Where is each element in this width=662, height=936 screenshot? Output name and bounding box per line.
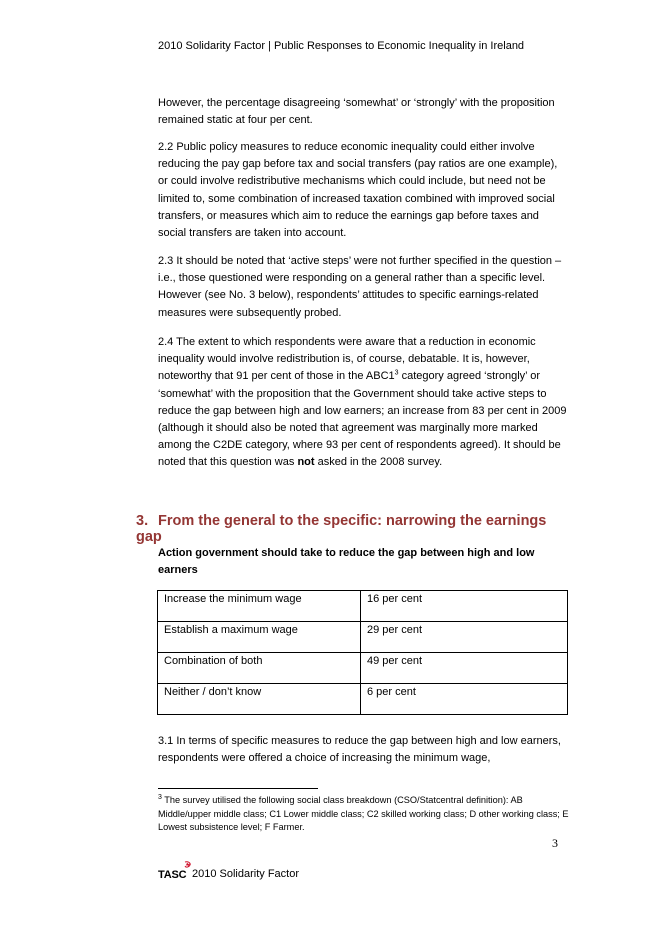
footnote-text: The survey utilised the following social class breakdown (CSO/Statcentral definition): AB Middle/upper middle class; C1 Lower middle class; C2 skilled working class; D other working class; E Lowest subsistence level; F Farmer. bbox=[158, 795, 569, 832]
tasc-logo bbox=[158, 862, 196, 882]
table-cell-action: Neither / don’t know bbox=[158, 684, 361, 715]
footnote-reference[interactable]: 3 bbox=[394, 369, 399, 377]
table-row bbox=[158, 591, 568, 622]
footer-text: 2010 Solidarity Factor bbox=[192, 868, 299, 880]
section-heading bbox=[136, 513, 576, 545]
footnote bbox=[158, 794, 570, 835]
emphasis-not: not bbox=[297, 456, 315, 469]
running-header: 2010 Solidarity Factor | Public Responses to Economic Inequality in Ireland bbox=[158, 40, 525, 52]
paragraph-2-3: 2.3 It should be noted that ‘active steps’ were not further specified in the question – i.e., those questioned were responding on a general rather than a specific level. However (see No. 3 below), respondents’ attitudes to specific earnings-related measures were subsequently probed. bbox=[158, 255, 562, 319]
logo-wordmark: TASC bbox=[158, 869, 187, 881]
footnote-marker: 3 bbox=[158, 793, 162, 801]
table-cell-action: Combination of both bbox=[158, 653, 361, 684]
paragraph-intro: However, the percentage disagreeing ‘somewhat’ or ‘strongly’ with the proposition remained static at four per cent. bbox=[158, 97, 555, 127]
page-footer bbox=[158, 860, 299, 882]
footnote-separator bbox=[158, 788, 318, 789]
paragraph-3-1: 3.1 In terms of specific measures to reduce the gap between high and low earners, respondents were offered a choice of increasing the minimum wage, bbox=[158, 735, 561, 765]
paragraph-2-4-text: category agreed ‘strongly’ or ‘somewhat’ with the proposition that the Government should take active steps to reduce the gap between high and low earners; an increase from 83 per cent in 2009 (although it should also be noted that agreement was marginally more marked among the C2DE category, where 93 per cent of respondents agreed). It should be noted that this question was bbox=[158, 370, 567, 469]
paragraph-2-4 bbox=[158, 334, 568, 472]
section-number: 3. bbox=[136, 513, 149, 529]
table-cell-share: 29 per cent bbox=[361, 622, 568, 653]
measures-table bbox=[157, 590, 568, 715]
paragraph-2-4-text: asked in the 2008 survey. bbox=[314, 456, 443, 469]
table-row bbox=[158, 622, 568, 653]
paragraph-2-4-text: 2.4 The extent to which respondents were aware that a reduction in economic inequality would involve redistribution is, of course, debatable. It is, however, noteworthy that 91 per cent of those in the ABC1 bbox=[158, 336, 536, 383]
table-cell-action: Increase the minimum wage bbox=[158, 591, 361, 622]
logo-mark-icon bbox=[184, 861, 192, 869]
table-caption: Action government should take to reduce the gap between high and low earners bbox=[158, 547, 535, 576]
page-number: 3 bbox=[552, 836, 558, 850]
logo-mark-shape bbox=[185, 862, 190, 867]
table-row bbox=[158, 684, 568, 715]
table-cell-share: 6 per cent bbox=[361, 684, 568, 715]
paragraph-2-2: 2.2 Public policy measures to reduce economic inequality could either involve reducing the pay gap before tax and social transfers (pay ratios are one example), or could involve redistributive mechanisms which could include, but need not be limited to, some combination of increased taxation combined with improved social transfers, or measures which aim to reduce the earnings gap before taxes and social transfers are taken into account. bbox=[158, 141, 558, 240]
table-row bbox=[158, 653, 568, 684]
section-title: From the general to the specific: narrowing the earnings gap bbox=[136, 513, 547, 545]
table-cell-share: 49 per cent bbox=[361, 653, 568, 684]
table-cell-share: 16 per cent bbox=[361, 591, 568, 622]
table-cell-action: Establish a maximum wage bbox=[158, 622, 361, 653]
